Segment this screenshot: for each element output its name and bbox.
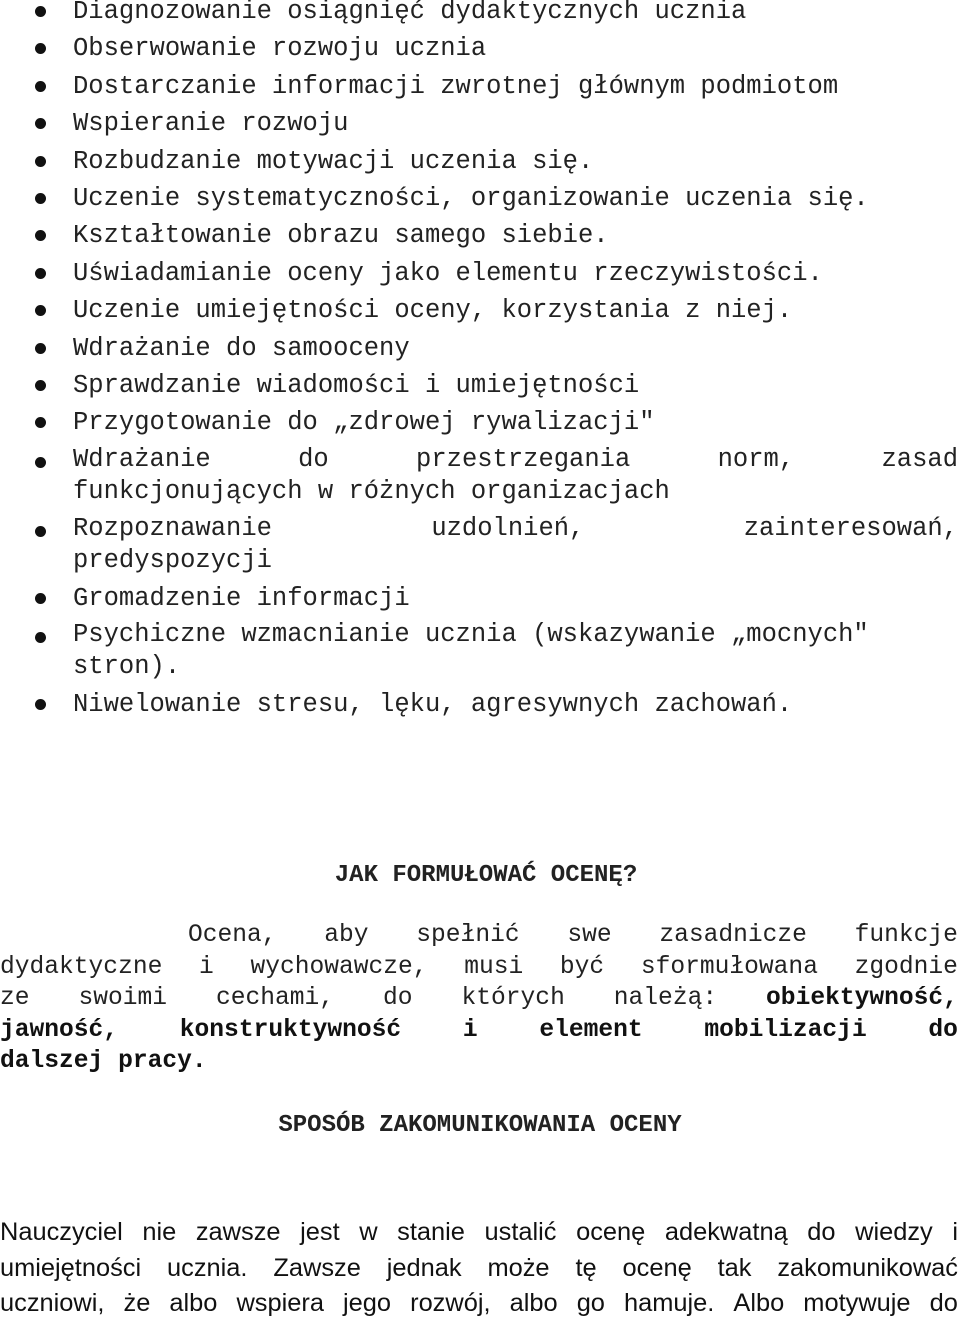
word: dydaktyczne <box>0 953 163 981</box>
list-item: Przygotowanie do „zdrowej rywalizacji" <box>0 404 958 441</box>
bullet-icon <box>35 305 46 316</box>
word: jest <box>300 1218 340 1246</box>
word: swoimi <box>78 985 168 1012</box>
word: ucznia. <box>167 1253 248 1282</box>
list-item: Niwelowanie stresu, lęku, agresywnych zachowań. <box>0 686 958 723</box>
word: stanie <box>397 1218 465 1246</box>
paragraph-line: dalszej pracy. <box>0 1048 207 1075</box>
bullet-icon <box>35 380 46 391</box>
assessment-paragraph <box>0 920 958 1078</box>
word: adekwatną <box>664 1218 788 1246</box>
word: swe <box>567 922 612 949</box>
list-item: Rozpoznawanie uzdolnień, zainteresowań, predyspozycji <box>0 511 958 580</box>
bullet-icon <box>35 417 46 428</box>
word: do <box>929 1289 958 1317</box>
word: nie <box>142 1218 177 1246</box>
word: zawsze <box>195 1218 281 1246</box>
section-heading-communication: SPOSÓB ZAKOMUNIKOWANIA OCENY <box>278 1112 682 1139</box>
word: mobilizacji <box>704 1016 867 1044</box>
word: aby <box>324 922 369 949</box>
bullet-icon <box>35 593 46 604</box>
bullet-icon <box>35 268 46 279</box>
word: zasadnicze <box>659 922 807 949</box>
word: i <box>199 953 214 981</box>
section-heading-assessment: JAK FORMUŁOWAĆ OCENĘ? <box>334 862 638 889</box>
word: motywuje <box>803 1289 911 1317</box>
word: zakomunikować <box>777 1253 958 1282</box>
word: zgodnie <box>854 953 958 981</box>
list-item-line: Wdrażanie do przestrzegania norm, zasad <box>73 444 958 474</box>
word: jawność, <box>0 1016 119 1044</box>
word: Ocena, <box>188 922 277 949</box>
list-item: Kształtowanie obrazu samego siebie. <box>0 217 958 254</box>
list-item: Uświadamianie oceny jako elementu rzeczywistości. <box>0 255 958 292</box>
word: ze <box>0 985 30 1012</box>
word: ustalić <box>484 1218 557 1246</box>
word: do <box>928 1016 958 1044</box>
word: umiejętności <box>0 1253 142 1282</box>
bullet-icon <box>35 156 46 167</box>
bullet-icon <box>35 6 46 17</box>
list-item: Wdrażanie do przestrzegania norm, zasad funkcjonujących w różnych organizacjach <box>0 442 958 511</box>
bullet-icon <box>35 230 46 241</box>
bullet-icon <box>35 343 46 354</box>
word: obiektywność, <box>766 985 958 1012</box>
word: że <box>123 1289 151 1317</box>
word: do <box>807 1218 836 1246</box>
word: uczniowi, <box>0 1289 105 1317</box>
list-item: Wspieranie rozwoju <box>0 105 958 142</box>
list-item: Diagnozowanie osiągnięć dydaktycznych ucznia <box>0 0 958 30</box>
bullet-icon <box>35 118 46 129</box>
list-item-line: Rozpoznawanie uzdolnień, zainteresowań, <box>73 513 958 543</box>
list-item: Obserwowanie rozwoju ucznia <box>0 30 958 67</box>
word: Zawsze <box>273 1253 361 1282</box>
word: cechami, <box>216 985 335 1012</box>
bullet-icon <box>35 632 46 643</box>
word: element <box>539 1016 643 1044</box>
word: spełnić <box>416 922 520 949</box>
word: ocenę <box>576 1218 646 1246</box>
communication-paragraph <box>0 1215 958 1322</box>
word: albo <box>169 1289 218 1317</box>
list-item: Uczenie systematyczności, organizowanie uczenia się. <box>0 180 958 217</box>
list-item: Rozbudzanie motywacji uczenia się. <box>0 143 958 180</box>
word: których <box>461 985 565 1012</box>
word: tak <box>717 1253 752 1282</box>
word: albo <box>509 1289 558 1317</box>
word: ocenę <box>622 1253 692 1282</box>
word: należą: <box>613 985 718 1012</box>
bullet-icon <box>35 81 46 92</box>
word: jednak <box>386 1253 462 1282</box>
word: wychowawcze, <box>250 953 428 981</box>
word: rozwój, <box>410 1289 491 1317</box>
word: Albo <box>733 1289 785 1317</box>
bullet-icon <box>35 699 46 710</box>
paragraph-line <box>0 1015 958 1047</box>
paragraph-line <box>0 983 958 1015</box>
list-item: Dostarczanie informacji zwrotnej głównym podmiotom <box>0 68 958 105</box>
word: musi <box>464 953 524 981</box>
word: wspiera <box>236 1289 324 1317</box>
word: wiedzy <box>855 1218 933 1246</box>
list-item: Uczenie umiejętności oceny, korzystania z niej. <box>0 292 958 329</box>
paragraph-line <box>0 1286 958 1322</box>
word: w <box>359 1218 378 1246</box>
word: sformułowana <box>640 953 818 981</box>
word: Nauczyciel <box>0 1218 123 1246</box>
list-item: Sprawdzanie wiadomości i umiejętności <box>0 367 958 404</box>
paragraph-line <box>0 1215 958 1251</box>
bullet-icon <box>35 526 46 537</box>
list-item: Psychiczne wzmacnianie ucznia (wskazywanie „mocnych" stron). <box>0 617 958 686</box>
word: może <box>487 1253 550 1282</box>
list-item: Wdrażanie do samooceny <box>0 330 958 367</box>
paragraph-line <box>0 1251 958 1287</box>
list-item: Gromadzenie informacji <box>0 580 958 617</box>
word: i <box>462 1016 478 1044</box>
word: konstruktywność <box>179 1016 402 1044</box>
word: jego <box>343 1289 392 1317</box>
word: funkcje <box>854 922 958 949</box>
paragraph-line <box>0 952 958 984</box>
word: być <box>559 953 605 981</box>
word: hamuje. <box>624 1289 715 1317</box>
word: i <box>952 1218 958 1246</box>
bullet-icon <box>35 457 46 468</box>
bullet-icon <box>35 43 46 54</box>
word: tę <box>575 1253 597 1282</box>
word: do <box>383 985 413 1012</box>
word: go <box>576 1289 605 1317</box>
bullet-icon <box>35 193 46 204</box>
paragraph-line <box>0 920 958 952</box>
